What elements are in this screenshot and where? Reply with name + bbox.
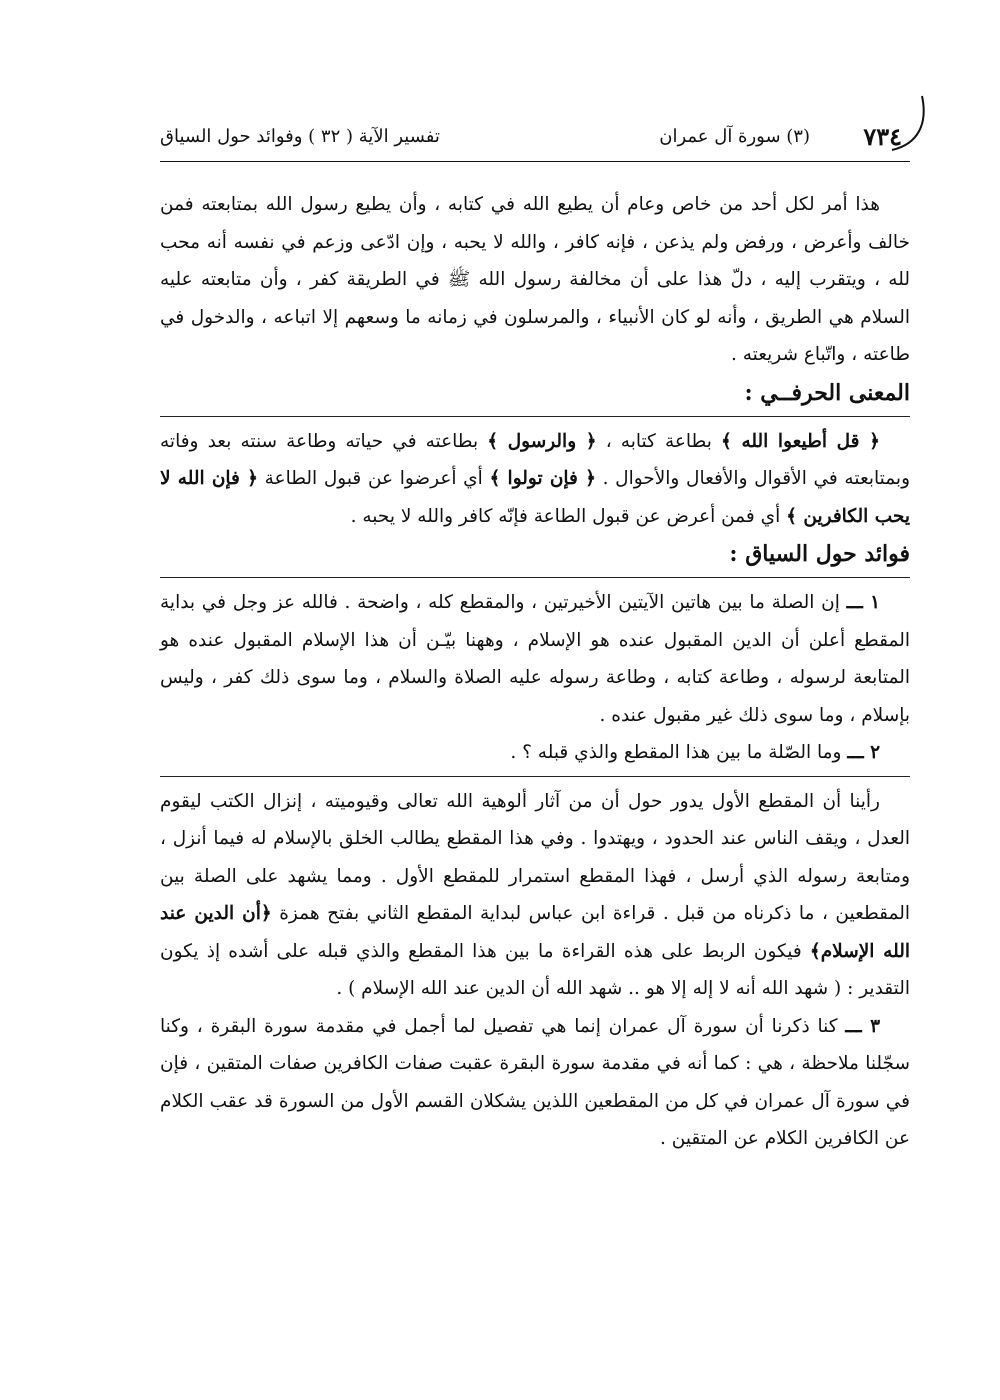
quran-quote: ﴿أن الدين عند الله الإسلام﴾ <box>160 903 910 962</box>
item-number: ٣ ـــ <box>845 1015 880 1037</box>
text-run: رأينا أن المقطع الأول يدور حول أن من آثار ألوهية الله تعالى وقيوميته ، إنزال الكتب ليقوم العدل ، ويقف الناس عند الحدود ، ويهتدوا . وفي هذا المقطع يطالب الخلق بالإسلام له فيما أنزل ، ومتابعة رسوله الذي أرسل ، فهذا المقطع استمرار للمقطع الأول . ومما يشهد على الصلة بين المقطعين ، ما ذكرناه من قبل . قراءة ابن عباس لبداية المقطع الثاني بفتح همزة <box>160 790 910 924</box>
paragraph-context-link <box>160 783 910 1008</box>
text-run: بطاعته في حياته وطاعة سنته بعد وفاته وبمتابعته في الأقوال والأفعال والأحوال . <box>160 430 911 489</box>
heading-context-benefits: فوائد حول السياق : <box>729 541 910 567</box>
paragraph-literal-meaning <box>160 423 910 536</box>
benefit-item-1 <box>160 584 910 734</box>
heading-rule <box>160 416 910 417</box>
text-run: إن الصلة ما بين هاتين الآيتين الأخيرتين ، والمقطع كله ، واضحة . فالله عز وجل في بداية المقطع أعلن أن الدين المقبول عنده هو الإسلام ، وههنا بيّـن أن هذا الإسلام المقبول عنده هو المتابعة لرسوله ، وطاعة كتابه ، وطاعة رسوله عليه الصلاة والسلام ، وما سوى ذلك كفر ، وليس بإسلام ، وما سوى ذلك غير مقبول عنده . <box>160 592 910 726</box>
item-number: ١ ـــ <box>846 592 881 613</box>
text-run: وما الصّلة ما بين هذا المقطع والذي قبله ؟ . <box>510 742 848 763</box>
running-header <box>160 118 910 162</box>
text-run: أي فمن أعرض عن قبول الطاعة فإنّه كافر والله لا يحبه . <box>350 505 787 527</box>
quran-quote: ﴿ فإن الله لا يحب الكافرين ﴾ <box>160 468 910 527</box>
item-rule <box>160 776 910 777</box>
surah-title: (٣) سورة آل عمران <box>659 126 810 147</box>
paragraph-intro: هذا أمر لكل أحد من خاص وعام أن يطيع الله في كتابه ، وأن يطيع رسول الله بمتابعته فمن خالف وأعرض ، ورفض ولم يذعن ، فإنه كافر ، والله لا يحبه ، وإن ادّعى وزعم في نفسه أنه محب لله ، ويتقرب إليه ، دلّ هذا على أن مخالفة رسول الله ﷺ في الطريقة كفر ، وأن متابعته عليه السلام هي الطريق ، وأنه لو كان الأنبياء ، والمرسلون في زمانه ما وسعهم إلا اتباعه ، والدخول في طاعته ، واتّباع شريعته . <box>160 194 910 365</box>
page-body <box>160 186 910 1158</box>
header-rule <box>160 161 910 162</box>
heading-rule <box>160 577 910 578</box>
text-run: فيكون الربط على هذه القراءة ما بين هذا المقطع والذي قبله على أشده إذ يكون التقدير : ( شهد الله أنه لا إله إلا هو .. شهد الله أن الدين عند الله الإسلام ) . <box>160 940 910 999</box>
item-number: ٢ ـــ <box>847 742 880 763</box>
benefit-item-3 <box>160 1008 910 1158</box>
section-title: تفسير الآية ( ٣٢ ) وفوائد حول السياق <box>160 126 440 147</box>
text-run: كنا ذكرنا أن سورة آل عمران إنما هي تفصيل لما أجمل في مقدمة سورة البقرة ، وكنا سجّلنا ملاحظة ، هي : كما أنه في مقدمة سورة البقرة عقبت صفات الكافرين صفات المتقين ، فإن في سورة آل عمران في كل من المقطعين اللذين يشكلان القسم الأول من السورة قد عقب الكلام عن الكافرين الكلام عن المتقين . <box>160 1015 910 1149</box>
page-number: ٧٣٤ <box>863 122 902 151</box>
text-run: أي أعرضوا عن قبول الطاعة <box>257 468 490 489</box>
text-run: بطاعة كتابه ، <box>596 430 721 452</box>
quran-quote: ﴿ قل أطيعوا الله ﴾ <box>720 430 880 452</box>
quran-quote: ﴿ والرسول ﴾ <box>487 430 597 452</box>
quran-quote: ﴿ فإن تولوا ﴾ <box>489 468 596 489</box>
benefit-item-2 <box>160 734 910 772</box>
heading-literal-meaning: المعنى الحرفــي : <box>744 379 910 406</box>
